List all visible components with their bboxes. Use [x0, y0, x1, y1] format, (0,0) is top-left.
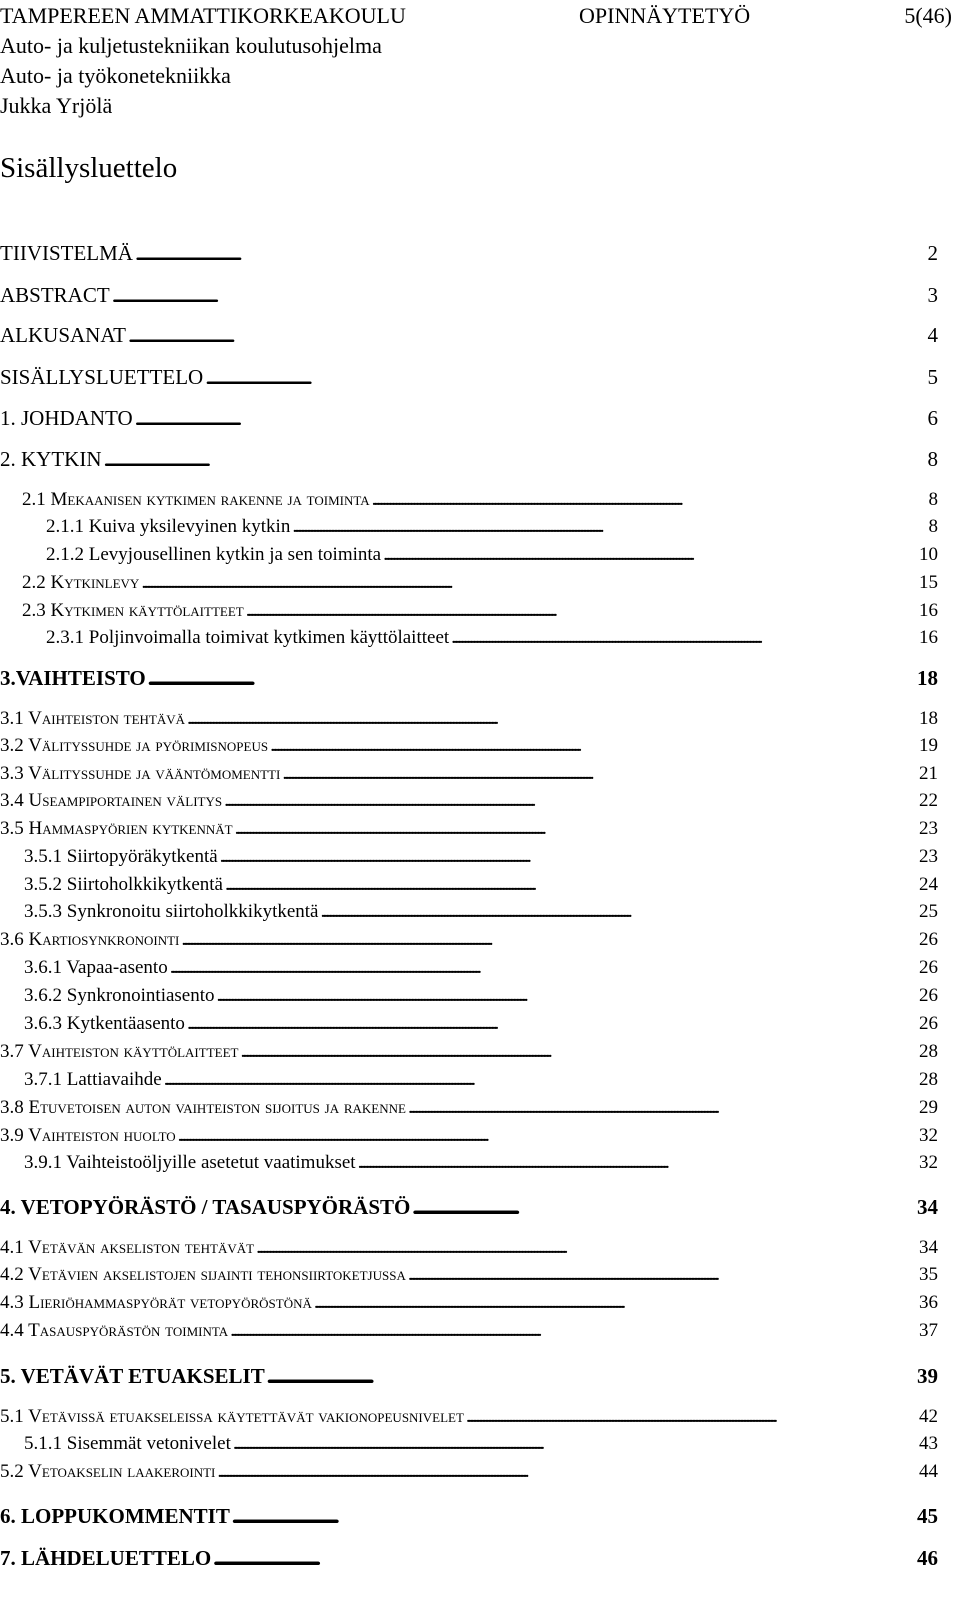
toc-entry-4-2[interactable]	[0, 1263, 938, 1287]
toc-entry-3-6-2[interactable]	[24, 984, 938, 1008]
toc-entry-label: 2.1.1 Kuiva yksilevyinen kytkin	[46, 516, 291, 537]
leader-dots	[282, 762, 915, 786]
toc-entry-3-8[interactable]	[0, 1096, 938, 1120]
toc-entry-label: 3.7 Vaihteiston käyttölaitteet	[0, 1041, 239, 1062]
toc-entry-sisallysluettelo[interactable]	[0, 364, 938, 390]
toc-entry-page: 26	[919, 957, 938, 978]
leader-dots	[128, 322, 924, 348]
toc-entry-page: 8	[928, 516, 938, 537]
toc-entry-3-3[interactable]	[0, 762, 938, 786]
toc-entry-label: 2.3 Kytkimen käyttölaitteet	[22, 600, 244, 621]
leader-dots	[170, 956, 915, 980]
toc-entry-2-1-2[interactable]	[46, 543, 938, 567]
toc-entry-label: 3.9.1 Vaihteistoöljyille asetetut vaatimukset	[24, 1152, 356, 1173]
leader-dots	[103, 446, 923, 472]
toc-entry-label: 5.2 Vetoakselin laakerointi	[0, 1461, 216, 1482]
leader-dots	[246, 599, 915, 623]
toc-entry-label: 3.2 Välityssuhde ja pyörimisnopeus	[0, 735, 269, 756]
toc-entry-label: 4.3 Lieriöhammaspyörät vetopyöröstönä	[0, 1292, 312, 1313]
toc-entry-page: 8	[928, 489, 938, 510]
leader-dots	[451, 626, 915, 650]
toc-entry-3-9-1[interactable]	[24, 1151, 938, 1175]
toc-entry-page: 18	[919, 708, 938, 729]
toc-entry-label: 3.5.1 Siirtopyöräkytkentä	[24, 846, 218, 867]
leader-dots	[187, 707, 915, 731]
leader-dots	[225, 873, 915, 897]
toc-entry-page: 23	[919, 818, 938, 839]
toc-entry-2-2[interactable]	[22, 571, 938, 595]
leader-dots	[217, 1460, 915, 1484]
toc-entry-page: 32	[919, 1125, 938, 1146]
leader-dots	[148, 665, 913, 691]
toc-entry-page: 24	[919, 874, 938, 895]
toc-entry-label: 4.2 Vetävien akselistojen sijainti tehonsiirtoketjussa	[0, 1264, 406, 1285]
leader-dots	[321, 900, 916, 924]
toc-entry-label: 2.3.1 Poljinvoimalla toimivat kytkimen käyttölaitteet	[46, 627, 450, 648]
toc-entry-label: 3.5 Hammaspyörien kytkennät	[0, 818, 233, 839]
leader-dots	[135, 405, 924, 431]
toc-entry-page: 18	[917, 666, 938, 690]
leader-dots	[187, 1012, 915, 1036]
toc-entry-5-1[interactable]	[0, 1405, 938, 1429]
toc-entry-label: 5.1 Vetävissä etuakseleissa käytettävät vakionopeusnivelet	[0, 1406, 464, 1427]
toc-entry-label: 3.6.2 Synkronointiasento	[24, 985, 215, 1006]
toc-entry-page: 8	[927, 447, 938, 471]
toc-entry-5-1-1[interactable]	[24, 1432, 938, 1456]
toc-entry-3-1[interactable]	[0, 707, 938, 731]
toc-entry-3-5-1[interactable]	[24, 845, 938, 869]
toc-entry-alkusanat[interactable]	[0, 322, 938, 348]
toc-entry-page: 21	[919, 763, 938, 784]
toc-entry-3-6-1[interactable]	[24, 956, 938, 980]
toc-entry-page: 26	[919, 985, 938, 1006]
toc-entry-label: 3.5.2 Siirtoholkkikytkentä	[24, 874, 223, 895]
toc-entry-2-3-1[interactable]	[46, 626, 938, 650]
leader-dots	[256, 1236, 915, 1260]
toc-entry-page: 26	[919, 929, 938, 950]
leader-dots	[240, 1040, 915, 1064]
document-type: OPINNÄYTETYÖ	[579, 3, 751, 28]
toc-entry-label: 5.1.1 Sisemmät vetonivelet	[24, 1433, 231, 1454]
school-name: TAMPEREEN AMMATTIKORKEAKOULU	[0, 3, 406, 28]
leader-dots	[408, 1263, 915, 1287]
toc-entry-3-9[interactable]	[0, 1124, 938, 1148]
toc-entry-label: 3.9 Vaihteiston huolto	[0, 1125, 176, 1146]
toc-entry-label: SISÄLLYSLUETTELO	[0, 365, 204, 389]
toc-entry-2-3[interactable]	[22, 599, 938, 623]
page-header-line	[0, 2, 952, 30]
toc-entry-label: 3.5.3 Synkronoitu siirtoholkkikytkentä	[24, 901, 319, 922]
toc-entry-label: 3.6 Kartiosynkronointi	[0, 929, 180, 950]
toc-entry-label: 3.7.1 Lattiavaihde	[24, 1069, 162, 1090]
toc-entry-4-4[interactable]	[0, 1319, 938, 1343]
leader-dots	[235, 817, 915, 841]
toc-entry-label: 1. JOHDANTO	[0, 406, 133, 430]
toc-entry-4-1[interactable]	[0, 1236, 938, 1260]
toc-entry-page: 15	[919, 572, 938, 593]
degree-program: Auto- ja kuljetustekniikan koulutusohjelma	[0, 33, 382, 58]
toc-entry-page: 19	[919, 735, 938, 756]
toc-entry-3[interactable]	[0, 665, 938, 691]
toc-entry-label: 4.4 Tasauspyörästön toiminta	[0, 1320, 229, 1341]
specialization: Auto- ja työkonetekniikka	[0, 63, 231, 88]
toc-entry-page: 16	[919, 600, 938, 621]
author-name: Jukka Yrjölä	[0, 93, 113, 118]
toc-entry-page: 5	[927, 365, 938, 389]
toc-entry-page: 2	[927, 241, 938, 265]
leader-dots	[314, 1291, 915, 1315]
leader-dots	[358, 1151, 915, 1175]
leader-dots	[292, 515, 924, 539]
toc-entry-label: 3.3 Välityssuhde ja vääntömomentti	[0, 763, 281, 784]
leader-dots	[232, 1503, 913, 1529]
toc-entry-page: 34	[919, 1237, 938, 1258]
toc-entry-page: 34	[917, 1195, 938, 1219]
leader-dots	[205, 364, 923, 390]
leader-dots	[267, 1363, 913, 1389]
leader-dots	[372, 488, 925, 512]
toc-entry-page: 25	[919, 901, 938, 922]
toc-entry-label: 2.2 Kytkinlevy	[22, 572, 140, 593]
toc-entry-label: ALKUSANAT	[0, 323, 126, 347]
toc-entry-label: 2.1.2 Levyjousellinen kytkin ja sen toiminta	[46, 544, 382, 565]
leader-dots	[135, 240, 924, 266]
toc-entry-label: 6. LOPPUKOMMENTIT	[0, 1504, 230, 1528]
toc-entry-3-6-3[interactable]	[24, 1012, 938, 1036]
leader-dots	[466, 1405, 915, 1429]
leader-dots	[224, 789, 915, 813]
toc-entry-6[interactable]	[0, 1503, 938, 1529]
toc-entry-page: 28	[919, 1069, 938, 1090]
toc-entry-page: 39	[917, 1364, 938, 1388]
toc-entry-page: 10	[919, 544, 938, 565]
toc-entry-label: TIIVISTELMÄ	[0, 241, 133, 265]
toc-entry-page: 16	[919, 627, 938, 648]
toc-entry-page: 29	[919, 1097, 938, 1118]
page-title: Sisällysluettelo	[0, 152, 178, 184]
toc-entry-page: 4	[927, 323, 938, 347]
toc-entry-3-5-3[interactable]	[24, 900, 938, 924]
leader-dots	[220, 845, 915, 869]
leader-dots	[230, 1319, 915, 1343]
toc-entry-label: 2.1 Mekaanisen kytkimen rakenne ja toiminta	[22, 489, 370, 510]
leader-dots	[412, 1194, 913, 1220]
leader-dots	[383, 543, 915, 567]
leader-dots	[217, 984, 915, 1008]
toc-entry-7[interactable]	[0, 1545, 938, 1571]
toc-entry-page: 42	[919, 1406, 938, 1427]
toc-entry-3-4[interactable]	[0, 789, 938, 813]
toc-entry-5-2[interactable]	[0, 1460, 938, 1484]
toc-entry-page: 3	[927, 283, 938, 307]
toc-entry-page: 22	[919, 790, 938, 811]
toc-entry-page: 32	[919, 1152, 938, 1173]
leader-dots	[178, 1124, 915, 1148]
toc-entry-2[interactable]	[0, 446, 938, 472]
toc-entry-5[interactable]	[0, 1363, 938, 1389]
toc-entry-label: 4. VETOPYÖRÄSTÖ / TASAUSPYÖRÄSTÖ	[0, 1195, 411, 1219]
toc-entry-2-1-1[interactable]	[46, 515, 938, 539]
toc-entry-3-7-1[interactable]	[24, 1068, 938, 1092]
toc-entry-label: 2. KYTKIN	[0, 447, 102, 471]
toc-entry-2-1[interactable]	[22, 488, 938, 512]
toc-entry-label: 3.6.1 Vapaa-asento	[24, 957, 168, 978]
toc-entry-tiivistelma[interactable]	[0, 240, 938, 266]
leader-dots	[181, 928, 915, 952]
toc-entry-page: 36	[919, 1292, 938, 1313]
toc-entry-label: ABSTRACT	[0, 283, 110, 307]
toc-entry-page: 26	[919, 1013, 938, 1034]
toc-entry-4[interactable]	[0, 1194, 938, 1220]
toc-entry-abstract[interactable]	[0, 282, 938, 308]
leader-dots	[112, 282, 924, 308]
leader-dots	[141, 571, 915, 595]
toc-entry-4-3[interactable]	[0, 1291, 938, 1315]
toc-entry-label: 3.4 Useampiportainen välitys	[0, 790, 223, 811]
toc-entry-page: 6	[927, 406, 938, 430]
leader-dots	[233, 1432, 915, 1456]
toc-entry-label: 3.VAIHTEISTO	[0, 666, 146, 690]
toc-entry-label: 3.1 Vaihteiston tehtävä	[0, 708, 186, 729]
toc-entry-page: 45	[917, 1504, 938, 1528]
toc-entry-label: 3.6.3 Kytkentäasento	[24, 1013, 185, 1034]
toc-entry-label: 7. LÄHDELUETTELO	[0, 1546, 212, 1570]
toc-entry-page: 37	[919, 1320, 938, 1341]
page-number: 5(46)	[904, 3, 952, 28]
leader-dots	[164, 1068, 915, 1092]
toc-entry-3-5-2[interactable]	[24, 873, 938, 897]
toc-entry-page: 23	[919, 846, 938, 867]
toc-entry-1[interactable]	[0, 405, 938, 431]
toc-entry-label: 4.1 Vetävän akseliston tehtävät	[0, 1237, 255, 1258]
toc-entry-3-7[interactable]	[0, 1040, 938, 1064]
toc-entry-3-2[interactable]	[0, 734, 938, 758]
toc-entry-label: 5. VETÄVÄT ETUAKSELIT	[0, 1364, 265, 1388]
leader-dots	[213, 1545, 913, 1571]
toc-entry-page: 35	[919, 1264, 938, 1285]
toc-entry-page: 43	[919, 1433, 938, 1454]
leader-dots	[408, 1096, 915, 1120]
toc-entry-page: 46	[917, 1546, 938, 1570]
toc-entry-3-6[interactable]	[0, 928, 938, 952]
toc-entry-page: 44	[919, 1461, 938, 1482]
toc-entry-label: 3.8 Etuvetoisen auton vaihteiston sijoitus ja rakenne	[0, 1097, 406, 1118]
toc-entry-3-5[interactable]	[0, 817, 938, 841]
leader-dots	[270, 734, 915, 758]
toc-entry-page: 28	[919, 1041, 938, 1062]
